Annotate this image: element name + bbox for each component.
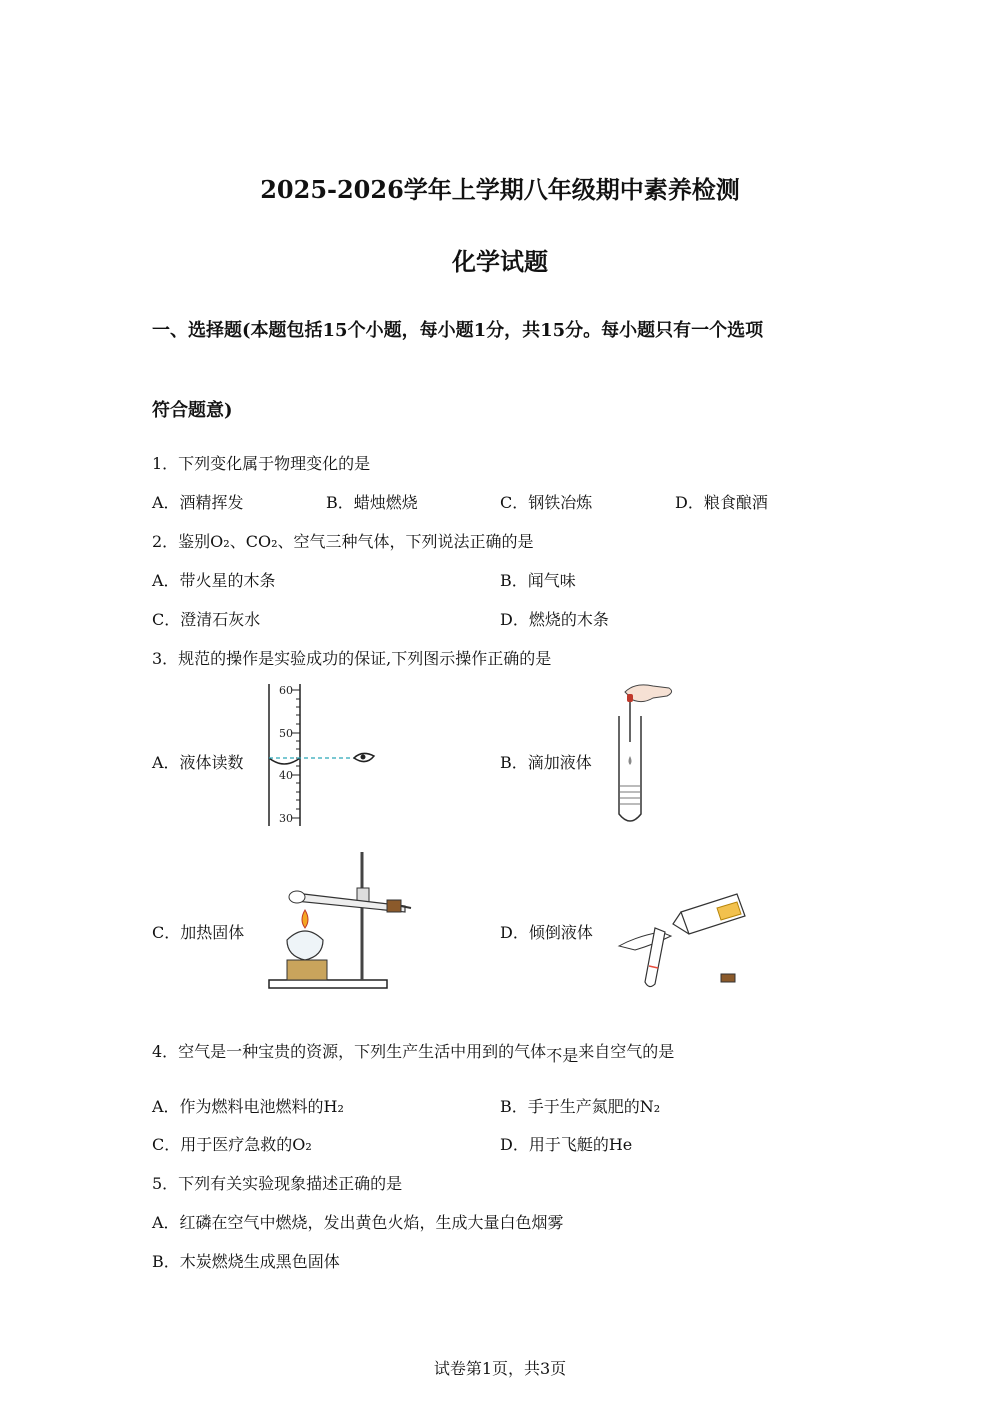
q3-option-b: B．滴加液体 <box>500 753 592 772</box>
exam-subtitle: 化学试题 <box>452 247 548 276</box>
q5-option-b: B．木炭燃烧生成黑色固体 <box>152 1252 340 1271</box>
tick-label-30: 30 <box>279 812 293 825</box>
q4-option-c: C．用于医疗急救的O₂ <box>152 1135 312 1154</box>
q4-option-d: D．用于飞艇的He <box>500 1135 633 1154</box>
page-footer: 试卷第1页，共3页 <box>433 1359 567 1378</box>
question-5-stem: 5．下列有关实验现象描述正确的是 <box>152 1174 403 1193</box>
eye-icon <box>354 753 374 761</box>
pouring-liquid-figure <box>615 876 765 991</box>
dropper-test-tube-figure <box>605 680 685 830</box>
question-2-stem: 2．鉴别O₂、CO₂、空气三种气体，下列说法正确的是 <box>152 532 534 551</box>
q2-option-c: C．澄清石灰水 <box>152 610 261 629</box>
q1-option-b: B．蜡烛燃烧 <box>326 493 418 512</box>
q2-option-b: B．闻气味 <box>500 571 576 590</box>
q4-option-b: B．手于生产氮肥的N₂ <box>500 1097 661 1116</box>
q5-option-a: A．红磷在空气中燃烧，发出黄色火焰，生成大量白色烟雾 <box>152 1213 564 1232</box>
tick-label-60: 60 <box>279 684 293 697</box>
q2-option-d: D．燃烧的木条 <box>500 610 609 629</box>
q4-option-a: A．作为燃料电池燃料的H₂ <box>152 1097 344 1116</box>
tick-label-50: 50 <box>279 727 293 740</box>
question-4-stem-post: 来自空气的是 <box>578 1042 675 1061</box>
question-1-stem: 1．下列变化属于物理变化的是 <box>152 454 371 473</box>
q1-option-d: D．粮食酿酒 <box>675 493 768 512</box>
section-heading: 一、选择题(本题包括15个小题，每小题1分，共15分。每小题只有一个选项 <box>152 320 764 341</box>
flame-icon <box>302 910 308 928</box>
graduated-cylinder-figure <box>262 682 382 832</box>
exam-title: 2025-2026学年上学期八年级期中素养检测 <box>260 175 740 204</box>
q3-option-d: D．倾倒液体 <box>500 923 593 942</box>
question-4-stem <box>152 1039 675 1065</box>
question-4-emphasis: 不是 <box>546 1046 579 1065</box>
heating-solid-figure <box>265 848 415 993</box>
q2-option-a: A．带火星的木条 <box>152 571 276 590</box>
q3-option-c: C．加热固体 <box>152 923 245 942</box>
q1-option-c: C．钢铁冶炼 <box>500 493 593 512</box>
q1-option-a: A．酒精挥发 <box>152 493 244 512</box>
q3-option-a: A．液体读数 <box>152 753 244 772</box>
question-4-stem-pre: 4．空气是一种宝贵的资源，下列生产生活中用到的气体 <box>152 1042 547 1061</box>
tick-label-40: 40 <box>279 769 293 782</box>
section-heading-cont: 符合题意) <box>152 400 233 421</box>
question-3-stem: 3．规范的操作是实验成功的保证,下列图示操作正确的是 <box>152 649 552 668</box>
